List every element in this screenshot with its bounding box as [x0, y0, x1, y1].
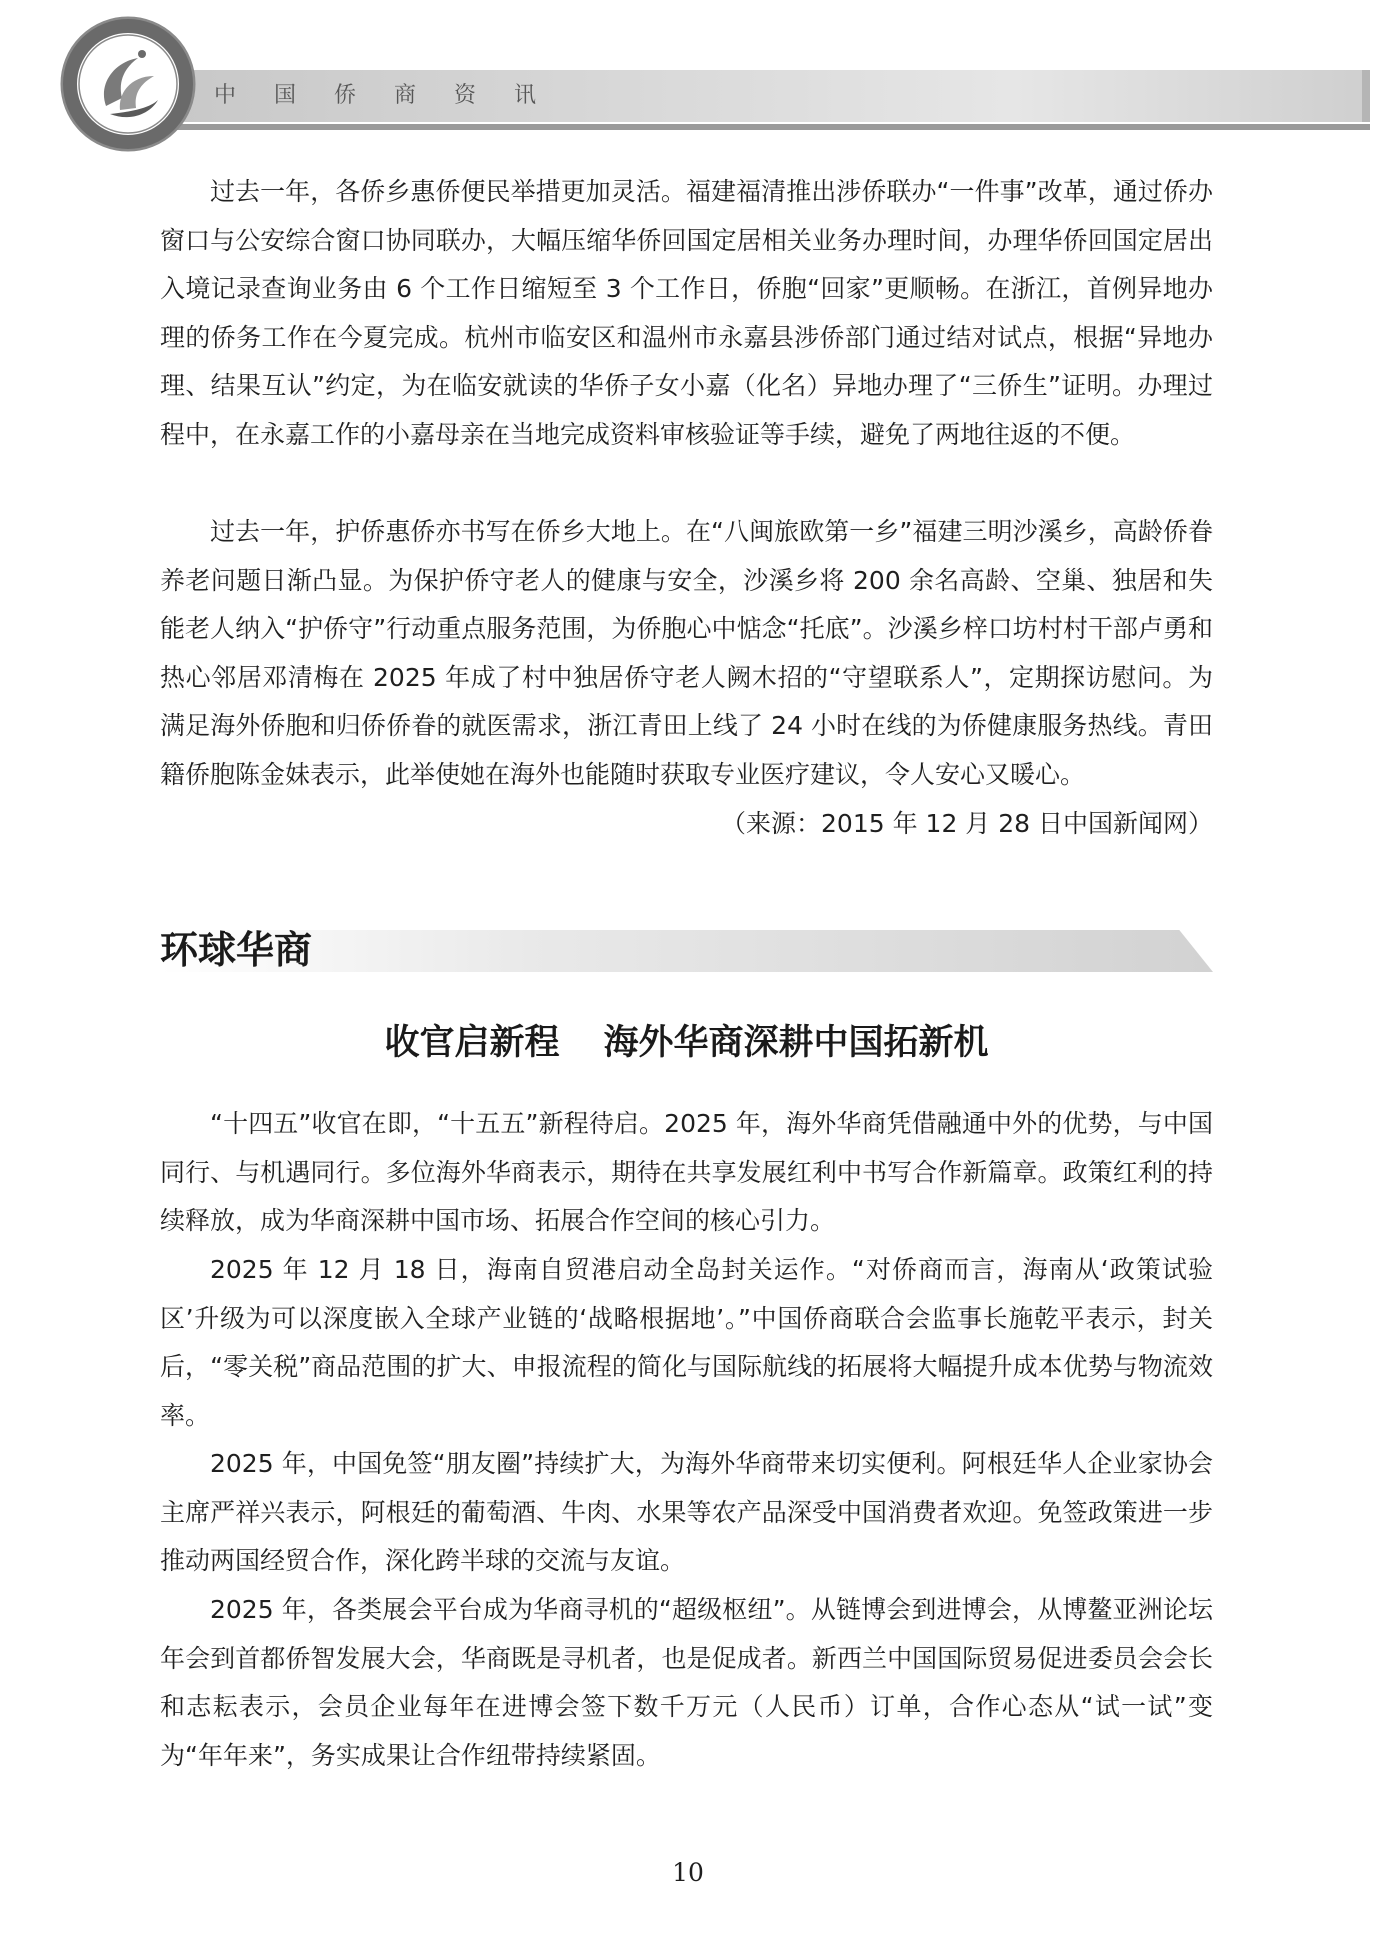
header-rule — [175, 124, 1370, 130]
body-paragraph: 过去一年，护侨惠侨亦书写在侨乡大地上。在“八闽旅欧第一乡”福建三明沙溪乡，高龄侨眷养老问题日渐凸显。为保护侨守老人的健康与安全，沙溪乡将 200 余名高龄、空巢、独居和失能老人纳入“护侨守”行动重点服务范围，为侨胞心中惦念“托底”。沙溪乡梓口坊村村干部卢勇和热心邻居邓清梅在 2025 年成了村中独居侨守老人阙木招的“守望联系人”，定期探访慰问。为满足海外侨胞和归侨侨眷的就医需求，浙江青田上线了 24 小时在线的为侨健康服务热线。青田籍侨胞陈金妹表示，此举使她在海外也能随时获取专业医疗建议，令人安心又暖心。 — [160, 517, 1213, 789]
section-band — [160, 930, 1213, 972]
article-title-part1: 收官启新程 — [384, 1023, 560, 1063]
article-title-part2: 海外华商深耕中国拓新机 — [603, 1023, 989, 1063]
article-paragraph: 2025 年，各类展会平台成为华商寻机的“超级枢纽”。从链博会到进博会，从博鳌亚洲论坛年会到首都侨智发展大会，华商既是寻机者，也是促成者。新西兰中国国际贸易促进委员会会长和志耘表示，会员企业每年在进博会签下数千万元（人民币）订单，合作心态从“试一试”变为“年年来”，务实成果让合作纽带持续紧固。 — [160, 1595, 1213, 1770]
body-paragraph: 过去一年，各侨乡惠侨便民举措更加灵活。福建福清推出涉侨联办“一件事”改革，通过侨办窗口与公安综合窗口协同联办，大幅压缩华侨回国定居相关业务办理时间，办理华侨回国定居出入境记录查询业务由 6 个工作日缩短至 3 个工作日，侨胞“回家”更顺畅。在浙江，首例异地办理的侨务工作在今夏完成。杭州市临安区和温州市永嘉县涉侨部门通过结对试点，根据“异地办理、结果互认”约定，为在临安就读的华侨子女小嘉（化名）异地办理了“三侨生”证明。办理过程中，在永嘉工作的小嘉母亲在当地完成资料审核验证等手续，避免了两地往返的不便。 — [160, 177, 1213, 449]
section-heading: 环球华商 — [160, 927, 313, 972]
article-paragraph: 2025 年 12 月 18 日，海南自贸港启动全岛封关运作。“对侨商而言，海南从‘政策试验区’升级为可以深度嵌入全球产业链的‘战略根据地’。”中国侨商联合会监事长施乾平表示，封关后，“零关税”商品范围的扩大、申报流程的简化与国际航线的拓展将大幅提升成本优势与物流效率。 — [160, 1255, 1213, 1430]
article-paragraph: 2025 年，中国免签“朋友圈”持续扩大，为海外华商带来切实便利。阿根廷华人企业家协会主席严祥兴表示，阿根廷的葡萄酒、牛肉、水果等农产品深受中国消费者欢迎。免签政策进一步推动两国经贸合作，深化跨半球的交流与友谊。 — [160, 1449, 1213, 1576]
article-title — [160, 1018, 1213, 1068]
source-citation: （来源：2015 年 12 月 28 日中国新闻网） — [721, 809, 1213, 838]
logo-icon — [58, 14, 198, 154]
page-number: 10 — [672, 1858, 704, 1887]
article-paragraph: “十四五”收官在即，“十五五”新程待启。2025 年，海外华商凭借融通中外的优势，与中国同行、与机遇同行。多位海外华商表示，期待在共享发展红利中书写合作新篇章。政策红利的持续释放，成为华商深耕中国市场、拓展合作空间的核心引力。 — [160, 1109, 1213, 1236]
header-title: 中国侨商资讯 — [214, 83, 575, 108]
